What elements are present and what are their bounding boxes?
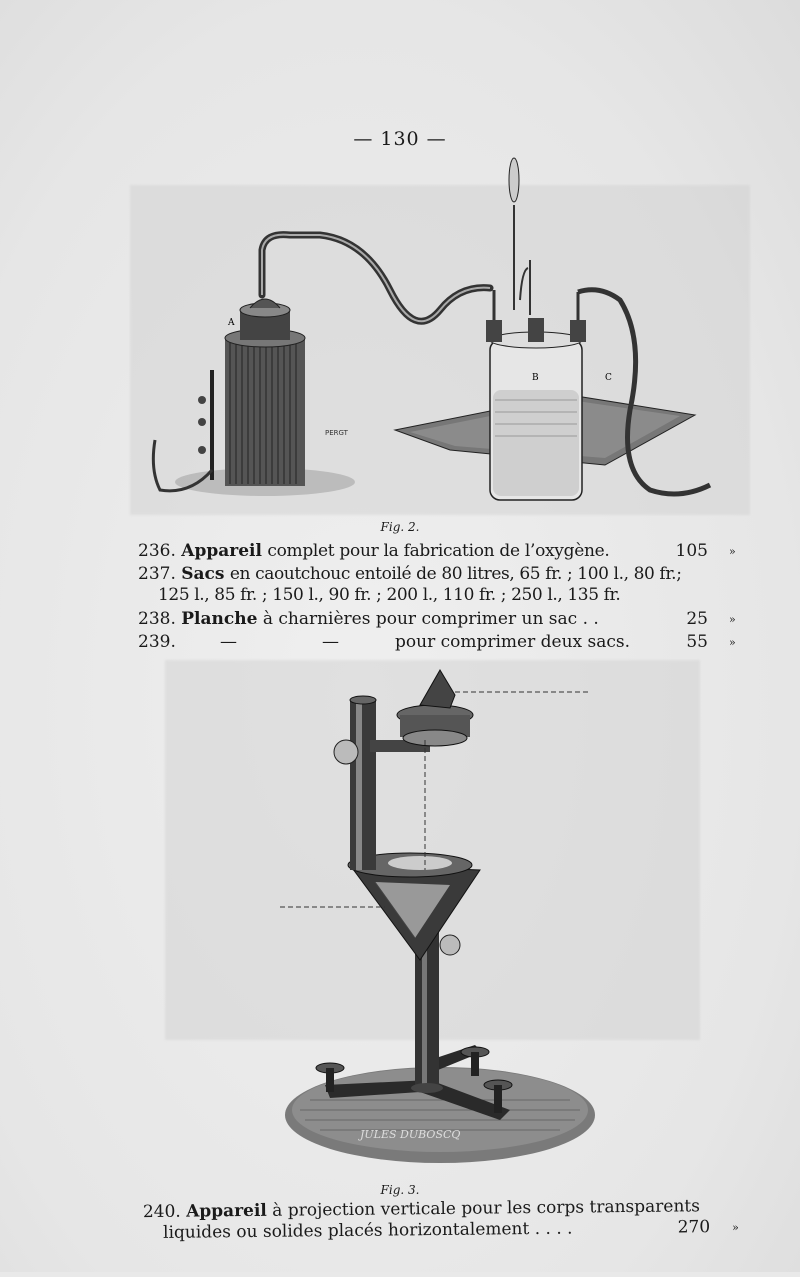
entry-name: Planche — [181, 609, 258, 629]
entry-text: à projection verticale pour les corps transparents — [272, 1196, 701, 1221]
maker-signature: JULES DUBOSCQ — [360, 1128, 461, 1141]
entry-text: complet pour la fabrication de l’oxygène. — [267, 541, 610, 561]
entry-240 — [143, 1196, 700, 1223]
entry-239-price: 55 — [686, 632, 708, 652]
entry-number: 240. — [142, 1201, 181, 1223]
entry-239-text: pour comprimer deux sacs. — [395, 632, 631, 652]
label-a: A — [228, 318, 235, 328]
engraver-signature: PERGT — [325, 429, 348, 437]
entry-240-line2: liquides ou solides placés horizontalement . . . . — [163, 1218, 573, 1243]
label-c: C — [605, 373, 612, 383]
entry-239-dash2: — — [322, 632, 339, 652]
figure-3-caption: Fig. 3. — [380, 1183, 420, 1197]
entry-number: 238. — [138, 609, 176, 629]
entry-name: Appareil — [186, 1200, 267, 1222]
label-b: B — [532, 373, 539, 383]
entry-name: Appareil — [181, 541, 262, 561]
page-number: — 130 — — [353, 128, 447, 150]
entry-238-suffix: » — [729, 613, 736, 626]
entry-name: Sacs — [181, 564, 225, 584]
entry-238-price: 25 — [686, 609, 708, 629]
entry-number: 237. — [138, 564, 176, 584]
entry-236-price: 105 — [675, 541, 708, 561]
entry-239-dash1: — — [220, 632, 237, 652]
entry-240-price: 270 — [677, 1217, 711, 1238]
entry-text: à charnières pour comprimer un sac . . — [262, 609, 599, 629]
entry-239-suffix: » — [729, 636, 736, 649]
figure-2-caption: Fig. 2. — [380, 520, 420, 534]
entry-236-suffix: » — [729, 545, 736, 558]
entry-number: 239. — [138, 632, 176, 652]
entry-237-line2: 125 l., 85 fr. ; 150 l., 90 fr. ; 200 l., 110 fr. ; 250 l., 135 fr. — [158, 585, 621, 605]
entry-text: en caoutchouc entoilé de 80 litres, 65 fr. ; 100 l., 80 fr.; — [229, 564, 682, 584]
entry-number: 236. — [138, 541, 176, 561]
entry-240-suffix: » — [732, 1220, 739, 1234]
